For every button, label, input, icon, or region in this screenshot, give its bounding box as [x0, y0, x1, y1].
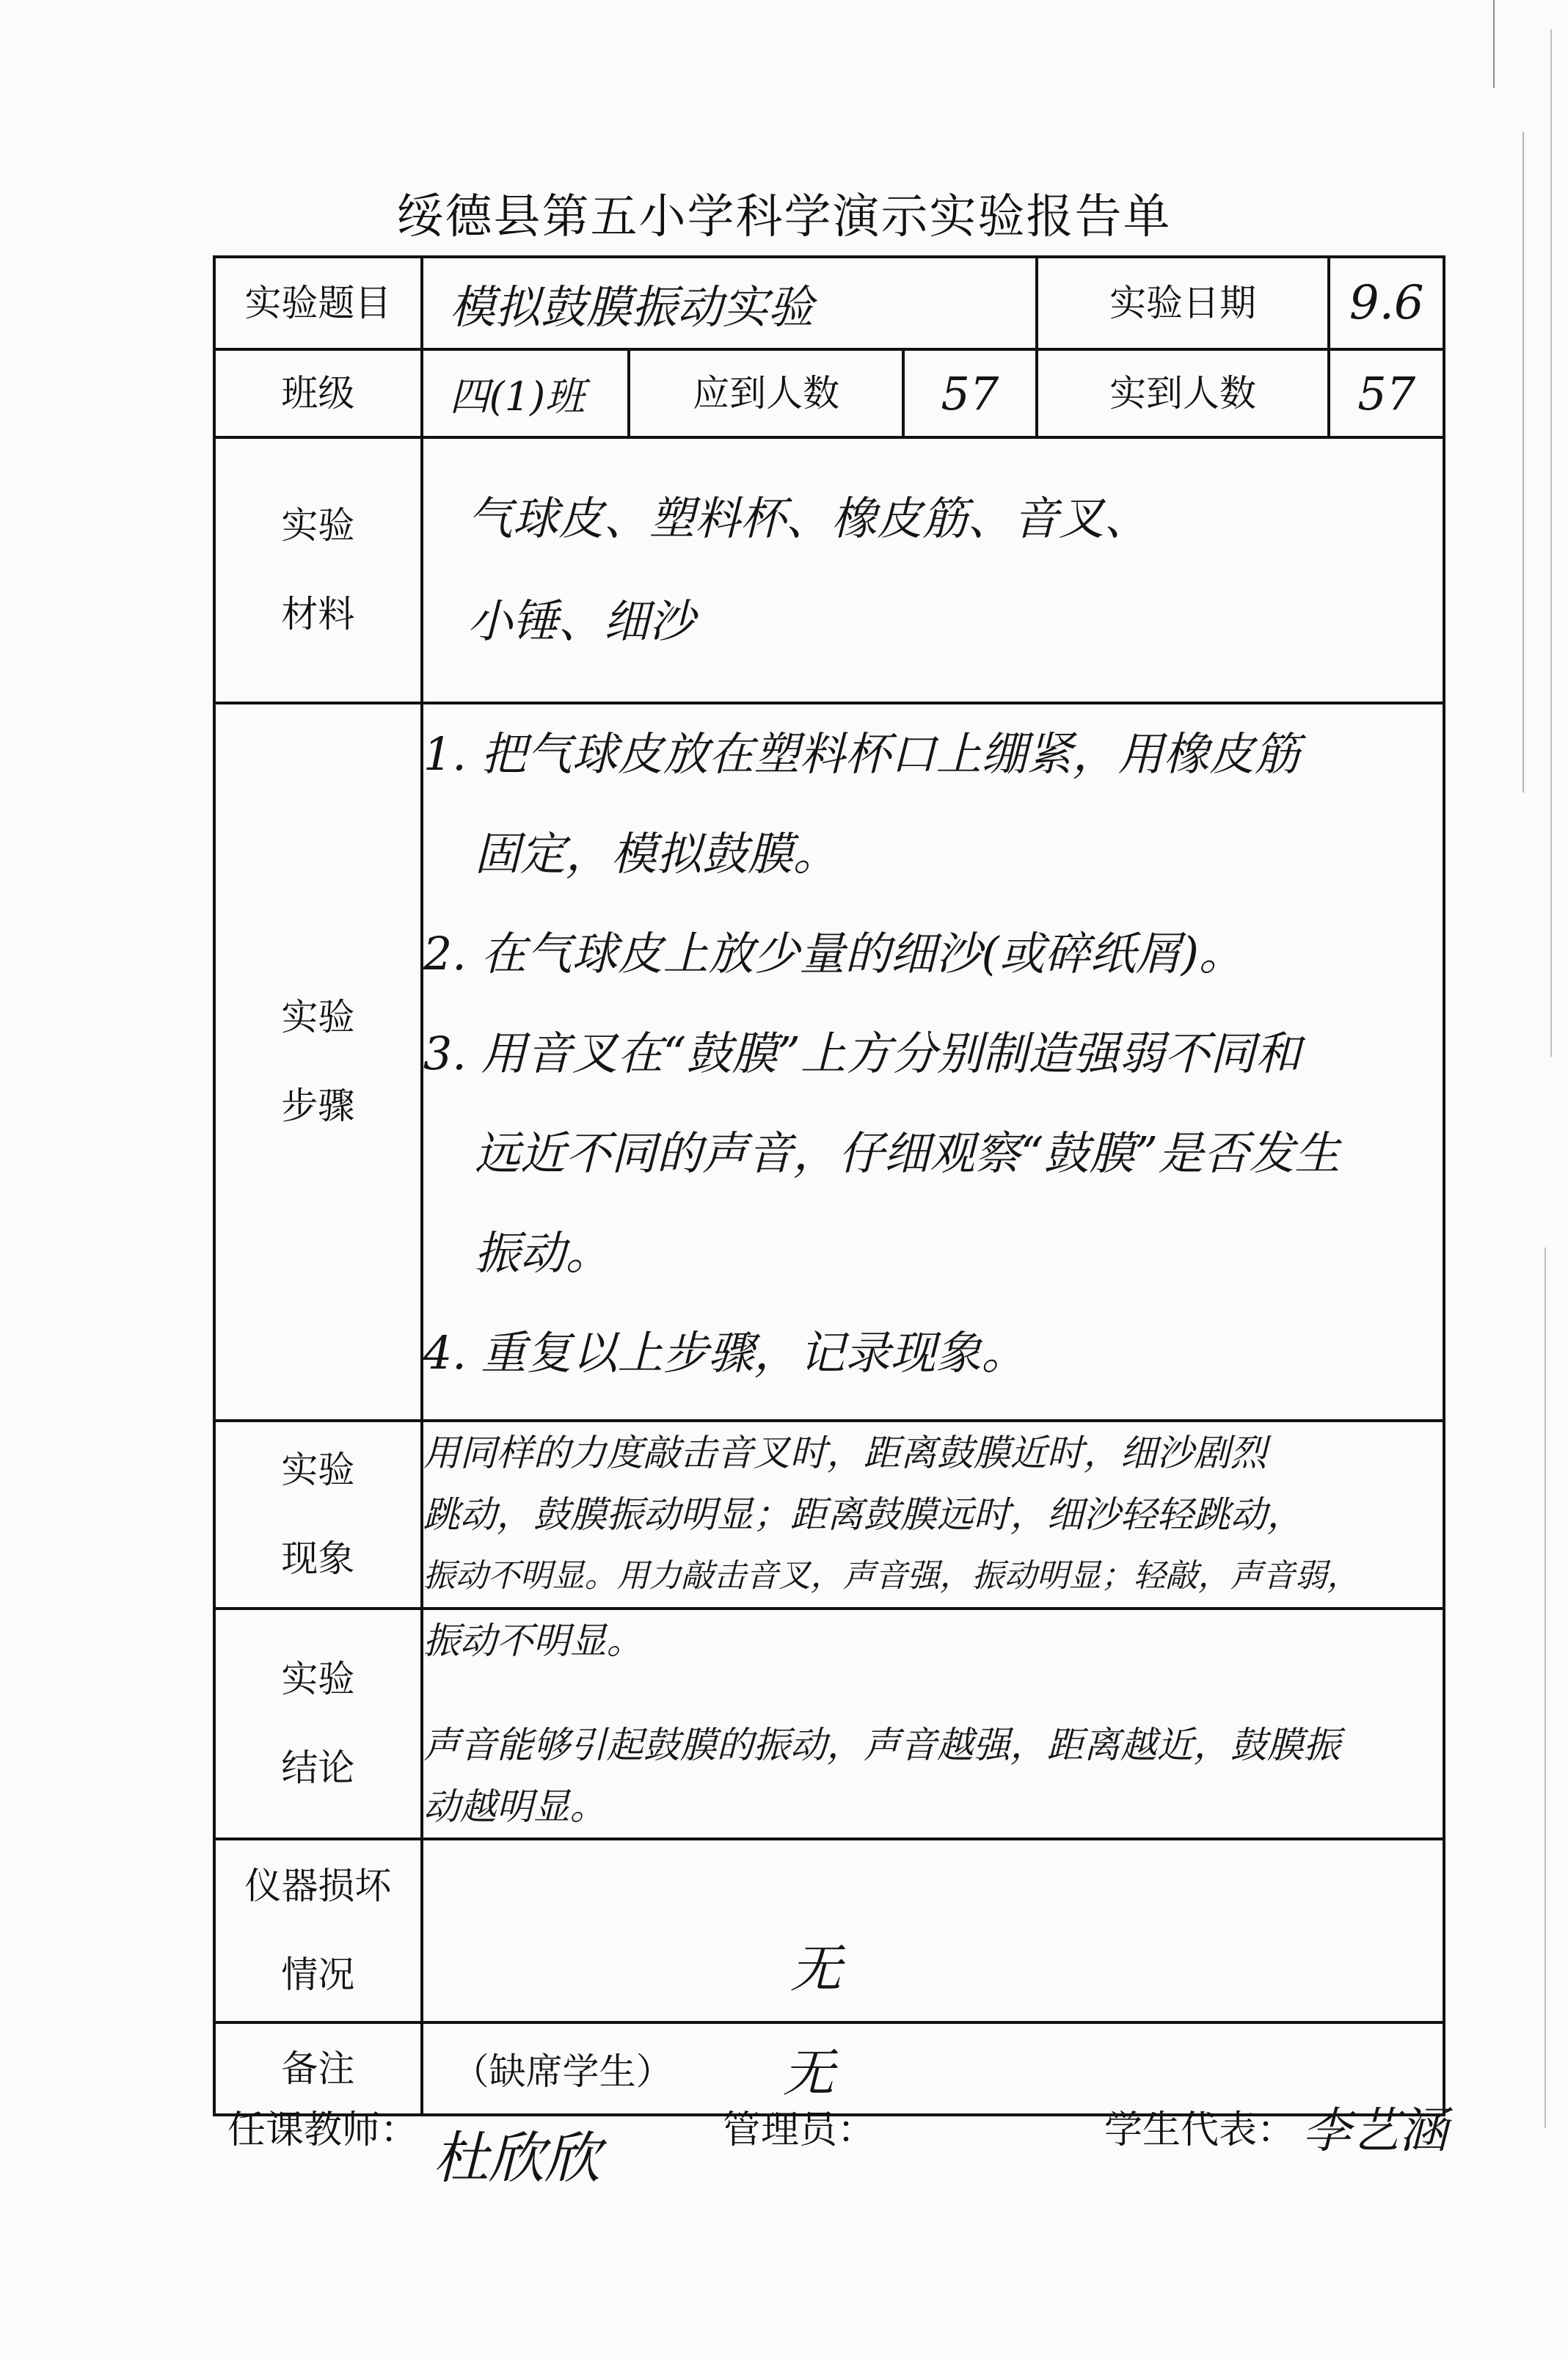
value-damage: 无 [790, 1939, 842, 1999]
step-line: 2. 在气球皮上放少量的细沙(或碎纸屑)。 [423, 927, 1244, 980]
teacher-signature: 杜欣欣 [433, 2125, 600, 2190]
value-expected: 57 [941, 366, 999, 420]
value-topic: 模拟鼓膜振动实验 [449, 280, 814, 334]
report-table [213, 255, 1445, 2116]
step-line: 远近不同的声音，仔细观察“鼓膜”是否发生 [474, 1126, 1341, 1180]
label-expected: 应到人数 [629, 349, 903, 437]
label-materials: 实验 材料 [214, 437, 422, 703]
phenomenon-line: 振动不明显。用力敲击音叉，声音强，振动明显；轻敲，声音弱， [423, 1557, 1360, 1595]
phenomenon-line: 跳动，鼓膜振动明显；距离鼓膜远时，细沙轻轻跳动， [423, 1493, 1304, 1536]
page-title: 绥德县第五小学科学演示实验报告单 [396, 190, 1172, 244]
phenomenon-line: 振动不明显。 [423, 1620, 643, 1662]
label-class: 班级 [214, 349, 422, 437]
label-steps: 实验 步骤 [214, 703, 422, 1421]
student-rep-label: 学生代表： [1104, 2108, 1296, 2152]
row-steps [214, 703, 1444, 1421]
teacher-label: 任课教师： [227, 2108, 419, 2152]
row-class [214, 349, 1444, 437]
conclusion-line: 动越明显。 [423, 1785, 607, 1828]
step-line: 3. 用音叉在“鼓膜”上方分别制造强弱不同和 [423, 1027, 1301, 1080]
label-damage: 仪器损坏 情况 [214, 1839, 422, 2022]
label-actual: 实到人数 [1037, 349, 1330, 437]
admin-label: 管理员： [723, 2108, 876, 2152]
value-actual: 57 [1357, 366, 1416, 420]
step-line: 1. 把气球皮放在塑料杯口上绷紧，用橡皮筋 [423, 727, 1300, 781]
row-conclusion [214, 1609, 1444, 1839]
phenomenon-line: 用同样的力度敲击音叉时，距离鼓膜近时，细沙剧烈 [423, 1432, 1267, 1474]
step-line: 4. 重复以上步骤，记录现象。 [423, 1326, 1027, 1380]
label-phenomenon: 实验 现象 [214, 1421, 422, 1609]
row-materials [214, 437, 1444, 703]
row-topic [214, 257, 1444, 349]
label-remarks: 备注 [214, 2022, 422, 2115]
conclusion-line: 声音能够引起鼓膜的振动，声音越强，距离越近，鼓膜振 [423, 1724, 1341, 1766]
page-edge-marks [1480, 0, 1568, 2360]
materials-line: 小锤、细沙 [467, 594, 695, 648]
row-damage [214, 1839, 1444, 2022]
value-date: 9.6 [1349, 276, 1424, 330]
label-absent: （缺席学生） [452, 2050, 673, 2093]
step-line: 振动。 [474, 1226, 611, 1280]
step-line: 固定，模拟鼓膜。 [474, 827, 839, 881]
value-remarks: 无 [782, 2042, 834, 2103]
label-conclusion: 实验 结论 [214, 1609, 422, 1839]
materials-line: 气球皮、塑料杯、橡皮筋、音叉、 [467, 492, 1150, 545]
value-class: 四(1)班 [449, 373, 586, 420]
label-topic: 实验题目 [214, 257, 422, 349]
row-phenomenon [214, 1421, 1444, 1609]
student-rep-signature: 李艺涵 [1302, 2102, 1448, 2159]
label-date: 实验日期 [1037, 257, 1330, 349]
